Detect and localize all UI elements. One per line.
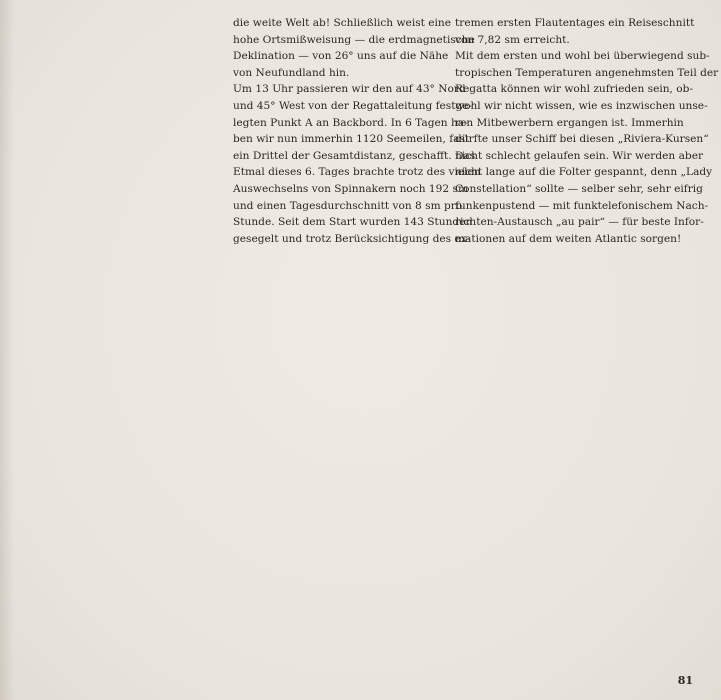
text-line: und 45° West von der Regattaleitung festge- bbox=[233, 99, 473, 112]
text-line: Deklination — von 26° uns auf die Nähe bbox=[233, 50, 449, 63]
text-line: von 7,82 sm erreicht. bbox=[455, 33, 570, 46]
text-line: ren Mitbewerbern ergangen ist. Immerhin bbox=[455, 116, 684, 129]
text-column-right bbox=[455, 15, 719, 247]
text-line: nicht schlecht gelaufen sein. Wir werden aber bbox=[455, 149, 704, 162]
text-line: Etmal dieses 6. Tages brachte trotz des vielen bbox=[233, 166, 481, 179]
text-line: ein Drittel der Gesamtdistanz, geschafft. Das bbox=[233, 149, 476, 162]
text-line: nicht lange auf die Folter gespannt, denn „Lady bbox=[455, 166, 713, 179]
text-line: und einen Tagesdurchschnitt von 8 sm pro bbox=[233, 199, 463, 212]
text-line: funkenpustend — mit funktelefonischem Nach- bbox=[455, 199, 709, 212]
text-line: tropischen Temperaturen angenehmsten Teil der bbox=[455, 66, 719, 79]
text-line: wohl wir nicht wissen, wie es inzwischen unse- bbox=[455, 99, 708, 112]
text-line: gesegelt und trotz Berücksichtigung des ex- bbox=[233, 232, 471, 245]
text-line: hohe Ortsmißweisung — die erdmagnetische bbox=[233, 33, 475, 46]
text-line: Um 13 Uhr passieren wir den auf 43° Nord bbox=[233, 83, 466, 96]
text-line: mationen auf dem weiten Atlantic sorgen! bbox=[455, 232, 682, 245]
text-line: von Neufundland hin. bbox=[233, 66, 350, 79]
text-line: die weite Welt ab! Schließlich weist eine bbox=[233, 17, 452, 29]
text-line: legten Punkt A an Backbord. In 6 Tagen ha- bbox=[233, 116, 468, 129]
text-line: tremen ersten Flautentages ein Reiseschnitt bbox=[455, 17, 695, 29]
page-number: 81 bbox=[677, 674, 693, 687]
text-line: richten-Austausch „au pair“ — für beste Infor- bbox=[455, 216, 704, 229]
text-line: Stunde. Seit dem Start wurden 143 Stunden bbox=[233, 216, 473, 229]
text-line: Auswechselns von Spinnakern noch 192 sm bbox=[233, 182, 469, 195]
text-line: dürfte unser Schiff bei diesen „Riviera-Kursen“ bbox=[455, 133, 709, 146]
spine-shadow bbox=[0, 0, 14, 700]
text-line: ben wir nun immerhin 1120 Seemeilen, fast bbox=[233, 133, 470, 146]
text-line: Mit dem ersten und wohl bei überwiegend sub- bbox=[455, 50, 710, 63]
text-line: Regatta können wir wohl zufrieden sein, ob- bbox=[455, 83, 694, 96]
text-column-left bbox=[233, 15, 481, 247]
text-line: Constellation“ sollte — selber sehr, sehr eifrig bbox=[455, 182, 703, 195]
